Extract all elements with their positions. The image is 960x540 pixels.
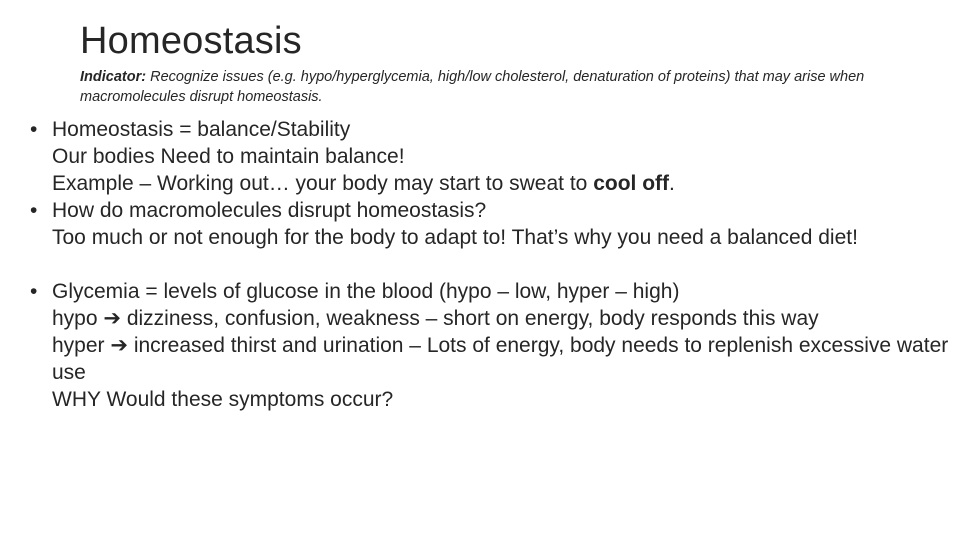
indicator-text bbox=[80, 67, 880, 107]
example-text: Example – Working out… your body may start to sweat to bbox=[52, 172, 594, 195]
arrow-right-icon: ➔ bbox=[103, 307, 121, 330]
example-bold-text: cool off bbox=[593, 172, 670, 195]
bullet-sub-line bbox=[52, 170, 950, 197]
bullet-sub-line: WHY Would these symptoms occur? bbox=[52, 388, 394, 411]
indicator-label: Indicator: bbox=[80, 69, 147, 85]
hyper-term: hyper bbox=[52, 334, 105, 357]
hypo-text: dizziness, confusion, weakness – short on energy, body responds this way bbox=[121, 307, 819, 330]
bullet-sub-line: Too much or not enough for the body to adapt to! That’s why you need a balanced diet! bbox=[52, 226, 858, 249]
indicator-body: Recognize issues (e.g. hypo/hyperglycemia, high/low cholesterol, denaturation of proteins) that may arise when macromolecules disrupt homeostasis. bbox=[80, 69, 865, 105]
bullet-dot: • bbox=[30, 199, 38, 222]
slide-title: Homeostasis bbox=[80, 20, 302, 62]
bullet-main-text: Homeostasis = balance/Stability bbox=[52, 118, 351, 141]
bullet-sub-line bbox=[52, 305, 950, 332]
bullet-dot: • bbox=[30, 280, 38, 303]
hypo-term: hypo bbox=[52, 307, 98, 330]
bullet-main-text: Glycemia = levels of glucose in the blood (hypo – low, hyper – high) bbox=[52, 280, 680, 303]
bullet-glycemia bbox=[30, 278, 950, 413]
hyper-text: increased thirst and urination – Lots of energy, body needs to replenish excessive water use bbox=[52, 334, 949, 384]
bullet-main-text: How do macromolecules disrupt homeostasis? bbox=[52, 199, 487, 222]
bullet-homeostasis bbox=[30, 116, 950, 197]
bullet-sub-line bbox=[52, 332, 950, 386]
arrow-right-icon: ➔ bbox=[110, 334, 128, 357]
bullet-dot: • bbox=[30, 118, 38, 141]
bullet-disrupt bbox=[30, 197, 950, 251]
example-end: . bbox=[669, 172, 675, 195]
bullet-list bbox=[30, 116, 950, 413]
bullet-sub-line: Our bodies Need to maintain balance! bbox=[52, 145, 405, 168]
spacer bbox=[30, 251, 950, 278]
